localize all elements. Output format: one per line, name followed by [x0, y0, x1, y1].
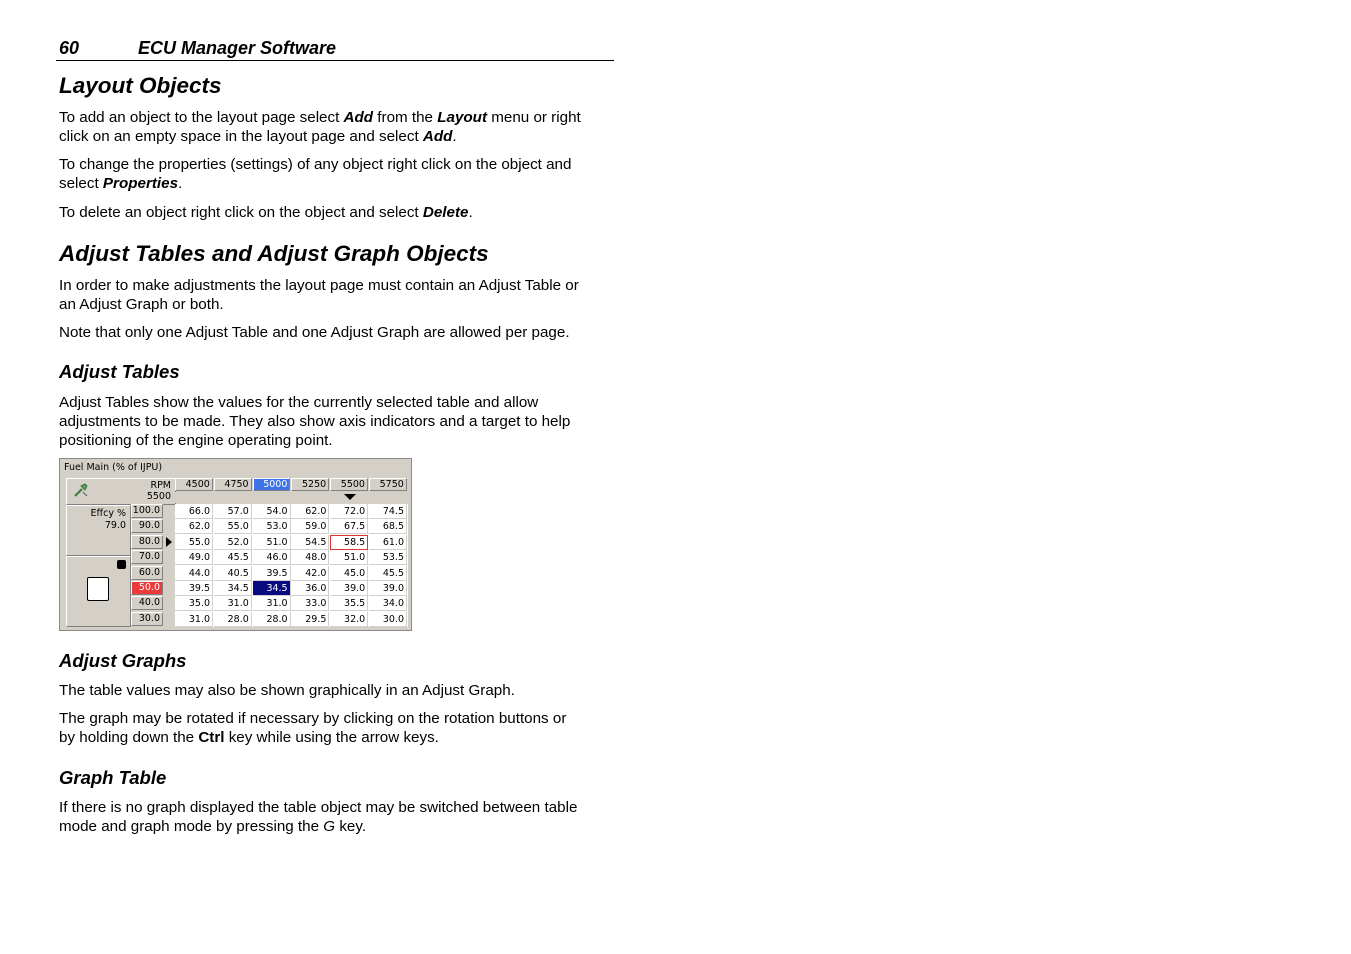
target-marker-icon [117, 560, 126, 569]
table-cell[interactable]: 49.0 [175, 550, 213, 565]
table-cell[interactable]: 31.0 [214, 596, 252, 611]
table-cell[interactable]: 29.5 [291, 612, 329, 627]
paragraph-adjust-requirement: In order to make adjustments the layout page must contain an Adjust Table or an Adjust Graph or both. [59, 277, 579, 313]
paragraph-delete: To delete an object right click on the object and select Delete. [59, 204, 473, 221]
table-cell[interactable]: 68.5 [369, 519, 407, 534]
row-header[interactable]: 40.0 [131, 596, 163, 610]
table-cell[interactable]: 54.5 [291, 535, 329, 550]
table-cell[interactable]: 54.0 [253, 504, 291, 519]
table-cell[interactable]: 62.0 [291, 504, 329, 519]
table-cell[interactable]: 39.0 [369, 581, 407, 596]
table-cell[interactable]: 33.0 [291, 596, 329, 611]
paragraph-adjust-tables: Adjust Tables show the values for the currently selected table and allow adjustments to be made. They also show axis indicators and a target to help positioning of the engine operating point. [59, 394, 571, 449]
wrench-icon[interactable] [73, 482, 89, 498]
heading-adjust-graphs: Adjust Graphs [59, 650, 187, 671]
table-cell[interactable]: 28.0 [214, 612, 252, 627]
row-header[interactable]: 60.0 [131, 566, 163, 580]
running-title: ECU Manager Software [138, 38, 337, 58]
table-cell[interactable]: 53.5 [369, 550, 407, 565]
row-indicator-icon [166, 537, 172, 547]
paragraph-graph-values: The table values may also be shown graphically in an Adjust Graph. [59, 682, 515, 699]
table-cell[interactable]: 67.5 [330, 519, 368, 534]
table-cell[interactable]: 51.0 [330, 550, 368, 565]
rpm-value: 5500 [146, 491, 171, 502]
page-number: 60 [59, 38, 80, 58]
row-header[interactable]: 90.0 [131, 519, 163, 533]
table-cell[interactable]: 34.5 [253, 581, 291, 596]
column-indicator-icon [344, 494, 356, 500]
table-cell[interactable]: 53.0 [253, 519, 291, 534]
row-header[interactable]: 30.0 [131, 612, 163, 626]
column-header[interactable]: 4500 [175, 478, 213, 491]
table-cell[interactable]: 34.0 [369, 596, 407, 611]
table-cell[interactable]: 35.0 [175, 596, 213, 611]
table-cell[interactable]: 36.0 [291, 581, 329, 596]
column-header[interactable]: 5500 [330, 478, 368, 491]
table-cell[interactable]: 57.0 [214, 504, 252, 519]
heading-layout-objects: Layout Objects [59, 73, 222, 98]
column-header[interactable]: 4750 [214, 478, 252, 491]
table-grid[interactable] [175, 504, 408, 627]
row-header[interactable]: 100.0 [131, 504, 163, 518]
table-cell[interactable]: 52.0 [214, 535, 252, 550]
axis-corner [66, 478, 176, 505]
adjust-table-widget[interactable] [59, 458, 412, 631]
table-cell[interactable]: 59.0 [291, 519, 329, 534]
rpm-label: RPM [150, 480, 171, 491]
paragraph-graph-rotate: The graph may be rotated if necessary by clicking on the rotation buttons or by holding down the Ctrl key while using the arrow keys. [59, 710, 567, 746]
table-cell[interactable]: 31.0 [175, 612, 213, 627]
table-cell[interactable]: 62.0 [175, 519, 213, 534]
efficiency-axis-panel [66, 505, 131, 556]
row-header[interactable]: 70.0 [131, 550, 163, 564]
table-cell[interactable]: 45.5 [214, 550, 252, 565]
table-cell[interactable]: 48.0 [291, 550, 329, 565]
paragraph-properties: To change the properties (settings) of any object right click on the object and select Properties. [59, 156, 572, 192]
table-cell[interactable]: 66.0 [175, 504, 213, 519]
table-cell[interactable]: 74.5 [369, 504, 407, 519]
table-caption: Fuel Main (% of IJPU) [64, 462, 163, 473]
table-cell[interactable]: 39.5 [175, 581, 213, 596]
column-indicator-row [175, 492, 408, 503]
row-header[interactable]: 50.0 [131, 581, 163, 595]
row-header[interactable]: 80.0 [131, 535, 163, 549]
table-cell[interactable]: 72.0 [330, 504, 368, 519]
heading-adjust-tables-graphs: Adjust Tables and Adjust Graph Objects [59, 241, 489, 266]
table-cell[interactable]: 42.0 [291, 566, 329, 581]
efficiency-label: Effcy % [90, 508, 126, 519]
efficiency-value: 79.0 [104, 520, 126, 531]
paragraph-add-object: To add an object to the layout page select Add from the Layout menu or right click on an empty space in the layout page and select Add. [59, 109, 581, 145]
heading-adjust-tables: Adjust Tables [59, 361, 180, 382]
column-header[interactable]: 5750 [369, 478, 407, 491]
table-cell[interactable]: 45.5 [369, 566, 407, 581]
document-page [59, 36, 617, 61]
table-cell[interactable]: 30.0 [369, 612, 407, 627]
table-cell[interactable]: 40.5 [214, 566, 252, 581]
table-cell[interactable]: 34.5 [214, 581, 252, 596]
table-cell[interactable]: 39.5 [253, 566, 291, 581]
page-header [56, 36, 614, 61]
table-cell[interactable]: 45.0 [330, 566, 368, 581]
table-cell[interactable]: 55.0 [214, 519, 252, 534]
table-cell[interactable]: 39.0 [330, 581, 368, 596]
table-cell[interactable]: 51.0 [253, 535, 291, 550]
column-header[interactable]: 5250 [291, 478, 329, 491]
table-cell[interactable]: 31.0 [253, 596, 291, 611]
heading-graph-table: Graph Table [59, 767, 167, 788]
table-cell[interactable]: 55.0 [175, 535, 213, 550]
paragraph-one-per-page: Note that only one Adjust Table and one Adjust Graph are allowed per page. [59, 324, 570, 341]
column-header[interactable]: 5000 [253, 478, 291, 491]
table-cell[interactable]: 28.0 [253, 612, 291, 627]
paragraph-graph-table: If there is no graph displayed the table object may be switched between table mode and graph mode by pressing the G key. [59, 799, 578, 835]
table-cell[interactable]: 58.5 [330, 535, 368, 550]
table-cell[interactable]: 35.5 [330, 596, 368, 611]
table-cell[interactable]: 61.0 [369, 535, 407, 550]
target-panel [66, 556, 131, 627]
table-cell[interactable]: 46.0 [253, 550, 291, 565]
row-indicator [165, 535, 173, 549]
table-cell[interactable]: 44.0 [175, 566, 213, 581]
table-cell[interactable]: 32.0 [330, 612, 368, 627]
target-box[interactable] [87, 577, 109, 601]
